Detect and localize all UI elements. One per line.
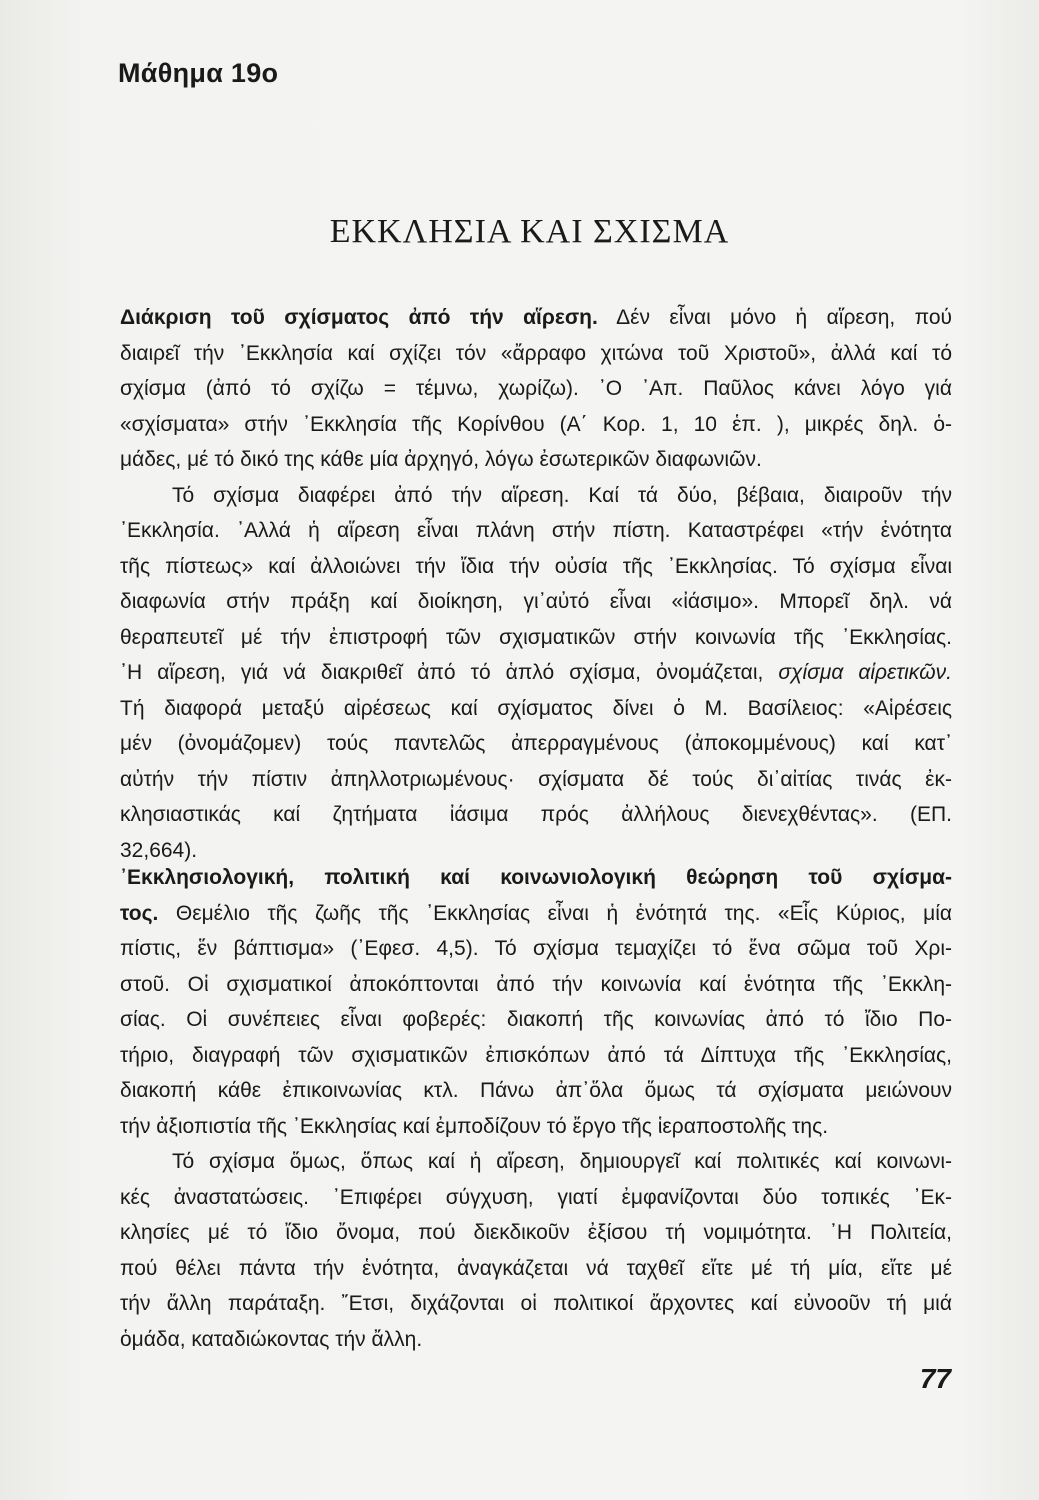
section-heading-end: τος. <box>120 901 159 925</box>
text-fragment: Δέν εἶναι μόνο ἡ αἵρεση, πού <box>616 306 952 329</box>
section-heading: Διάκριση τοῦ σχίσματος ἀπό τήν αἵρεση. <box>120 306 598 329</box>
text-fragment: Θεμέλιο τῆς ζωῆς τῆς ᾽Εκκλησίας εἶναι ἡ ἑνότητά της. «Εἷς Κύριος, μία <box>175 901 952 925</box>
italic-term: σχίσμα αἱρετικῶν. <box>778 661 952 684</box>
page-number: 77 <box>919 1363 951 1394</box>
section-schism-vs-heresy <box>120 300 952 868</box>
text-line: ὁμάδα, καταδιώκοντας τήν ἄλλη. <box>120 1327 423 1351</box>
text-line <box>120 300 952 336</box>
text-line: ᾽Εκκλησία. ᾽Αλλά ἡ αἵρεση εἶναι πλάνη στήν πίστη. Καταστρέφει «τήν ἑνότητα <box>120 519 952 542</box>
text-line: τῆς πίστεως» καί ἀλλοιώνει τήν ἴδια τήν οὐσία τῆς ᾽Εκκλησίας. Τό σχίσμα εἶναι <box>120 554 952 578</box>
text-line: πίστις, ἕν βάπτισμα» (᾽Εφεσ. 4,5). Τό σχίσμα τεμαχίζει τό ἕνα σῶμα τοῦ Χρι- <box>120 937 952 960</box>
text-line: μάδες, μέ τό δικό της κάθε μία ἀρχηγό, λόγω ἐσωτερικῶν διαφωνιῶν. <box>120 448 762 471</box>
text-line: Τή διαφορά μεταξύ αἱρέσεως καί σχίσματος δίνει ὁ Μ. Βασίλειος: «Αἱρέσεις <box>120 696 952 720</box>
section-heading: ᾽Εκκλησιολογική, πολιτική καί κοινωνιολογική θεώρηση τοῦ σχίσμα- <box>120 866 952 889</box>
text-line: στοῦ. Οἱ σχισματικοί ἀποκόπτονται ἀπό τήν κοινωνία καί ἑνότητα τῆς ᾽Εκκλη- <box>120 972 952 996</box>
text-line: σίας. Οἱ συνέπειες εἶναι φοβερές: διακοπή τῆς κοινωνίας ἀπό τό ἴδιο Πο- <box>120 1008 952 1031</box>
text-line: διαφωνία στήν πράξη καί διοίκηση, γι᾽αὐτό εἶναι «ἰάσιμο». Μπορεῖ δηλ. νά <box>120 590 952 613</box>
text-line <box>120 896 952 932</box>
text-line: τήριο, διαγραφή τῶν σχισματικῶν ἐπισκόπων ἀπό τά Δίπτυχα τῆς ᾽Εκκλησίας, <box>120 1043 952 1067</box>
text-line: κές ἀναστατώσεις. ᾽Επιφέρει σύγχυση, γιατί ἐμφανίζονται δύο τοπικές ᾽Εκ- <box>120 1185 952 1209</box>
section-ecclesiological-view <box>120 860 952 1357</box>
text-line: αὐτήν τήν πίστιν ἀπηλλοτριωμένους· σχίσματα δέ τούς δι᾽αἰτίας τινάς ἐκ- <box>120 767 952 791</box>
lesson-label: Μάθημα 19ο <box>118 58 279 88</box>
chapter-title: ΕΚΚΛΗΣΙΑ ΚΑΙ ΣΧΙΣΜΑ <box>329 213 730 250</box>
text-line: θεραπευτεῖ μέ τήν ἐπιστροφή τῶν σχισματικῶν στήν κοινωνία τῆς ᾽Εκκλησίας. <box>120 625 952 649</box>
text-fragment: ᾽Η αἵρεση, γιά νά διακριθεῖ ἀπό τό ἁπλό σχίσμα, ὀνομάζεται, <box>120 661 764 684</box>
text-line: διαιρεῖ τήν ᾽Εκκλησία καί σχίζει τόν «ἄρραφο χιτώνα τοῦ Χριστοῦ», ἀλλά καί τό <box>120 341 952 365</box>
text-line: κλησίες μέ τό ἴδιο ὄνομα, πού διεκδικοῦν ἐξίσου τή νομιμότητα. ᾽Η Πολιτεία, <box>120 1221 952 1244</box>
text-line: πού θέλει πάντα τήν ἑνότητα, ἀναγκάζεται νά ταχθεῖ εἴτε μέ τή μία, εἴτε μέ <box>120 1256 952 1280</box>
text-line: 32,664). <box>120 838 198 862</box>
text-line: Τό σχίσμα ὅμως, ὅπως καί ἡ αἵρεση, δημιουργεῖ καί πολιτικές καί κοινωνι- <box>172 1150 952 1173</box>
text-line: σχίσμα (ἀπό τό σχίζω = τέμνω, χωρίζω). ᾽Ο ᾽Απ. Παῦλος κάνει λόγο γιά <box>120 377 952 400</box>
text-line: τήν ἄλλη παράταξη. ῎Ετσι, διχάζονται οἱ πολιτικοί ἄρχοντες καί εὐνοοῦν τή μιά <box>120 1292 952 1315</box>
text-line: κλησιαστικάς καί ζητήματα ἰάσιμα πρός ἀλλήλους διενεχθέντας». (ΕΠ. <box>120 803 952 826</box>
text-line <box>120 655 952 691</box>
text-line: διακοπή κάθε ἐπικοινωνίας κτλ. Πάνω ἀπ᾽ὅλα ὅμως τά σχίσματα μειώνουν <box>120 1079 952 1102</box>
text-line: Τό σχίσμα διαφέρει ἀπό τήν αἵρεση. Καί τά δύο, βέβαια, διαιροῦν τήν <box>172 483 952 507</box>
text-line: τήν ἀξιοπιστία τῆς ᾽Εκκλησίας καί ἐμποδίζουν τό ἔργο τῆς ἱεραποστολῆς της. <box>120 1114 829 1138</box>
text-line: «σχίσματα» στήν ᾽Εκκλησία τῆς Κορίνθου (Α΄ Κορ. 1, 10 ἑπ. ), μικρές δηλ. ὁ- <box>120 412 952 436</box>
text-line: μέν (ὀνομάζομεν) τούς παντελῶς ἀπερραγμένους (ἀποκομμένους) καί κατ᾽ <box>120 732 952 755</box>
